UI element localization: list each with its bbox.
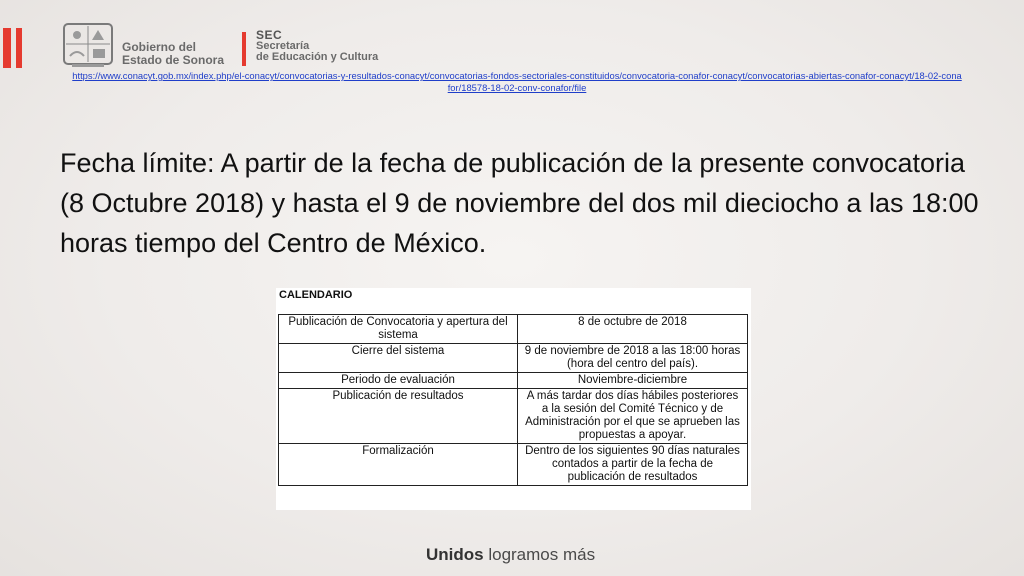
calendar-event: Cierre del sistema <box>279 344 518 373</box>
calendar-event: Formalización <box>279 444 518 486</box>
calendar-event: Periodo de evaluación <box>279 373 518 389</box>
source-url-link[interactable]: https://www.conacyt.gob.mx/index.php/el-conacyt/convocatorias-y-resultados-conacyt/convocatorias-fondos-sectoriales-constituidos/convocatoria-conafor-conacyt/convocatorias-abiertas-conafor-conacyt/18-02-conafor/18578-18-02-conv-conafor/file <box>72 70 962 93</box>
sec-line1: Secretaría <box>256 40 310 52</box>
calendar-title: CALENDARIO <box>279 289 353 301</box>
sonora-crest-logo <box>62 22 114 68</box>
calendar-table <box>278 314 748 486</box>
calendar-image <box>276 288 751 510</box>
sec-abbr: SEC <box>256 28 283 42</box>
red-accent-bars <box>0 28 24 70</box>
logo-divider <box>242 32 246 66</box>
gobierno-line2: Estado de Sonora <box>122 53 225 67</box>
calendar-event: Publicación de Convocatoria y apertura del sistema <box>279 315 518 344</box>
gobierno-sonora-text <box>122 41 224 67</box>
deadline-text: Fecha límite: A partir de la fecha de publicación de la presente convocatoria (8 Octubre 2018) y hasta el 9 de noviembre del dos mil dieciocho a las 18:00 horas tiempo del Centro de México. <box>60 148 979 258</box>
calendar-event: Publicación de resultados <box>279 389 518 444</box>
calendar-date: Dentro de los siguientes 90 días naturales contados a partir de la fecha de publicación de resultados <box>518 444 748 486</box>
table-row <box>279 373 748 389</box>
sec-logo-text <box>256 30 378 63</box>
footer-slogan-rest: logramos más <box>483 545 596 564</box>
sec-line2: de Educación y Cultura <box>256 51 379 63</box>
table-row <box>279 444 748 486</box>
calendar-date: 8 de octubre de 2018 <box>518 315 748 344</box>
red-bar-left <box>3 28 11 68</box>
calendar-date: Noviembre-diciembre <box>518 373 748 389</box>
footer-slogan <box>426 545 595 565</box>
calendar-date: A más tardar dos días hábiles posteriores a la sesión del Comité Técnico y de Administración por el que se aprueben las propuestas a apoyar. <box>518 389 748 444</box>
table-row <box>279 389 748 444</box>
header-logos <box>62 22 422 70</box>
table-row <box>279 315 748 344</box>
table-row <box>279 344 748 373</box>
calendar-date: 9 de noviembre de 2018 a las 18:00 horas (hora del centro del país). <box>518 344 748 373</box>
red-bar-right <box>16 28 22 68</box>
gobierno-line1: Gobierno del <box>122 40 197 54</box>
footer-slogan-bold: Unidos <box>426 545 484 564</box>
